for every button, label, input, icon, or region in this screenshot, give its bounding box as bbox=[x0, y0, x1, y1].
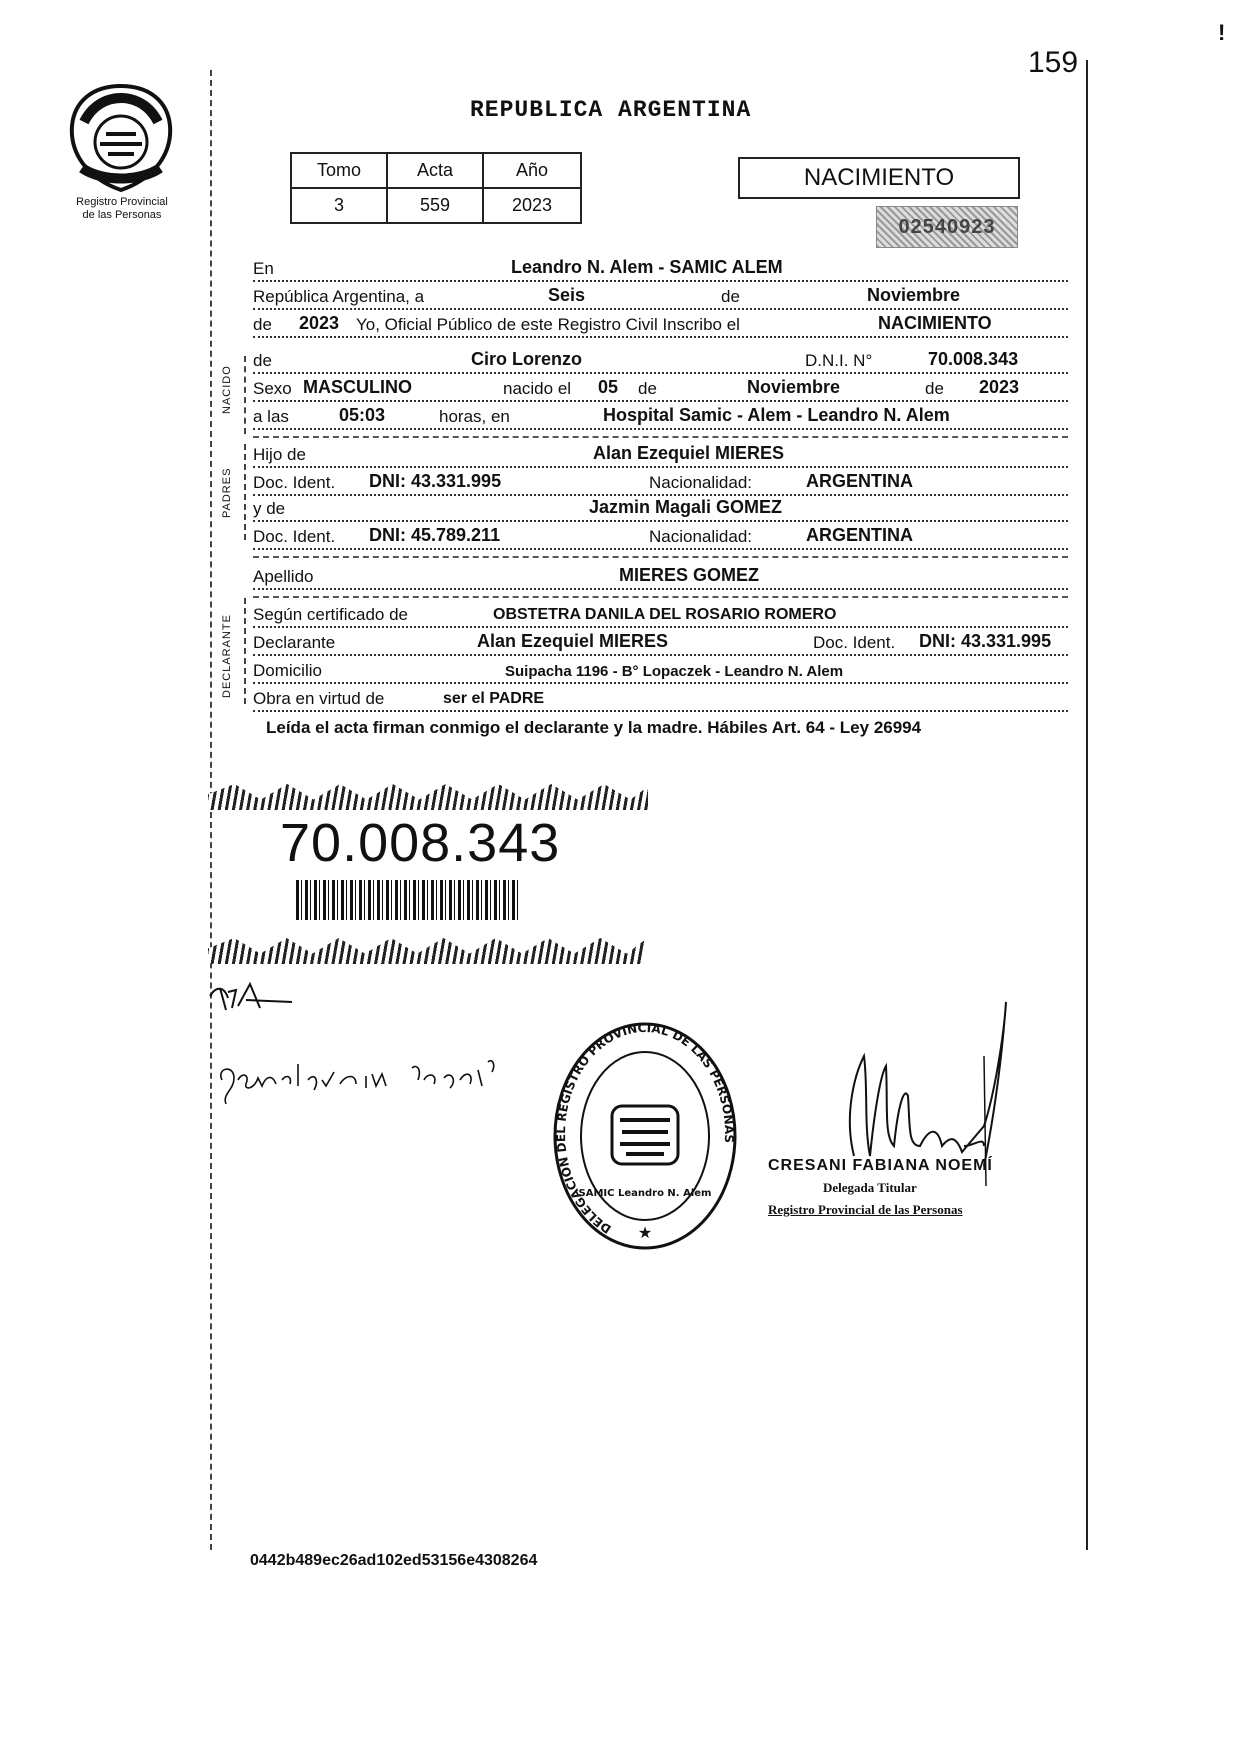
anio-value-text: 2023 bbox=[299, 313, 340, 333]
mes-value: Noviembre bbox=[867, 285, 961, 305]
row-sexo: Sexo MASCULINO nacido el 05 de Noviembre de 2023 bbox=[253, 378, 1068, 402]
row-inscribo: de 2023 Yo, Oficial Público de este Registro Civil Inscribo el NACIMIENTO bbox=[253, 314, 1068, 338]
declarante-value: Alan Ezequiel MIERES bbox=[477, 631, 669, 651]
row-declarante: Declarante Alan Ezequiel MIERES Doc. Ident. DNI: 43.331.995 bbox=[253, 632, 1068, 656]
nac-mes-value: Noviembre bbox=[747, 377, 841, 397]
page-number: 159 bbox=[1028, 46, 1079, 79]
obra-value: ser el PADRE bbox=[443, 690, 545, 707]
lugar-value: Hospital Samic - Alem - Leandro N. Alem bbox=[603, 405, 950, 425]
act-type-box: NACIMIENTO bbox=[738, 157, 1020, 199]
section-declarante-label: DECLARANTE bbox=[221, 614, 233, 698]
stamp-border-top bbox=[208, 784, 648, 810]
row-apellido: Apellido MIERES GOMEZ bbox=[253, 566, 1068, 590]
hora-value: 05:03 bbox=[339, 405, 386, 425]
doc-declarante-value: DNI: 43.331.995 bbox=[919, 631, 1052, 651]
nac-anio-value: 2023 bbox=[979, 377, 1020, 397]
country-heading: REPUBLICA ARGENTINA bbox=[470, 97, 752, 123]
registry-caption: Registro Provincial de las Personas bbox=[76, 196, 168, 221]
province-shield-logo bbox=[62, 82, 180, 194]
tomo-value: 3 bbox=[291, 188, 387, 223]
anio-header: Año bbox=[483, 153, 581, 188]
dia-value: Seis bbox=[548, 285, 586, 305]
seal-star-icon: ★ bbox=[637, 1225, 653, 1242]
madre-value: Jazmin Magali GOMEZ bbox=[589, 497, 783, 517]
row-certificado: Según certificado de OBSTETRA DANILA DEL ROSARIO ROMERO bbox=[253, 604, 1068, 628]
corner-mark: ! bbox=[1218, 20, 1226, 45]
row-obra: Obra en virtud de ser el PADRE bbox=[253, 688, 1068, 712]
domicilio-value: Suipacha 1196 - B° Lopaczek - Leandro N. Alem bbox=[505, 663, 844, 680]
nac-padre-value: ARGENTINA bbox=[806, 471, 913, 491]
official-office: Registro Provincial de las Personas bbox=[768, 1202, 963, 1217]
en-value: Leandro N. Alem - SAMIC ALEM bbox=[511, 257, 783, 277]
official-seal bbox=[552, 1020, 738, 1252]
official-name: CRESANI FABIANA NOEMÍ bbox=[768, 1157, 993, 1174]
stamp-border-bottom bbox=[208, 938, 644, 964]
acta-header: Acta bbox=[387, 153, 483, 188]
acta-value: 559 bbox=[387, 188, 483, 223]
left-margin-line bbox=[210, 70, 212, 1550]
sexo-value: MASCULINO bbox=[303, 377, 412, 397]
padre-value: Alan Ezequiel MIERES bbox=[593, 443, 785, 463]
right-margin-line bbox=[1086, 60, 1088, 1550]
row-hora: a las 05:03 horas, en Hospital Samic - Alem - Leandro N. Alem bbox=[253, 406, 1068, 430]
row-doc-padre: Doc. Ident. DNI: 43.331.995 Nacionalidad: ARGENTINA bbox=[253, 472, 1068, 496]
mother-signature bbox=[216, 1050, 516, 1110]
dni-value: 70.008.343 bbox=[928, 349, 1019, 369]
row-en: En Leandro N. Alem - SAMIC ALEM bbox=[253, 258, 1068, 282]
inscribo-value: NACIMIENTO bbox=[878, 313, 992, 333]
nac-madre-value: ARGENTINA bbox=[806, 525, 913, 545]
barcode bbox=[296, 880, 518, 920]
row-hijo: Hijo de Alan Ezequiel MIERES bbox=[253, 444, 1068, 468]
row-doc-madre: Doc. Ident. DNI: 45.789.211 Nacionalidad: ARGENTINA bbox=[253, 526, 1068, 550]
certificado-value: OBSTETRA DANILA DEL ROSARIO ROMERO bbox=[493, 606, 837, 623]
serial-stamp: 02540923 bbox=[876, 206, 1018, 248]
doc-madre-value: DNI: 45.789.211 bbox=[369, 525, 501, 545]
section-padres-label: PADRES bbox=[221, 467, 233, 518]
section-nacido-label: NACIDO bbox=[221, 365, 233, 414]
row-domicilio: Domicilio Suipacha 1196 - B° Lopaczek - Leandro N. Alem bbox=[253, 660, 1068, 684]
row-fecha: República Argentina, a Seis de Noviembre bbox=[253, 286, 1068, 310]
row-madre: y de Jazmin Magali GOMEZ bbox=[253, 498, 1068, 522]
closing-statement: Leída el acta firman conmigo el declarante y la madre. Hábiles Art. 64 - Ley 26994 bbox=[266, 718, 922, 737]
doc-padre-value: DNI: 43.331.995 bbox=[369, 471, 502, 491]
seal-inner-text: SAMIC Leandro N. Alem bbox=[578, 1188, 712, 1199]
row-nombre: de Ciro Lorenzo D.N.I. N° 70.008.343 bbox=[253, 350, 1068, 374]
declarant-signature bbox=[206, 980, 296, 1014]
nombre-value: Ciro Lorenzo bbox=[471, 349, 582, 369]
nac-dia-value: 05 bbox=[598, 377, 619, 397]
registration-table bbox=[290, 152, 582, 224]
anio-value: 2023 bbox=[483, 188, 581, 223]
stamp-dni-number: 70.008.343 bbox=[280, 813, 561, 873]
official-role: Delegada Titular bbox=[823, 1180, 917, 1195]
seal-text: DELEGACIÓN DEL REGISTRO PROVINCIAL DE LAS PERSONAS bbox=[553, 1020, 737, 1237]
document-hash: 0442b489ec26ad102ed53156e4308264 bbox=[250, 1552, 538, 1569]
apellido-value: MIERES GOMEZ bbox=[619, 565, 760, 585]
tomo-header: Tomo bbox=[291, 153, 387, 188]
